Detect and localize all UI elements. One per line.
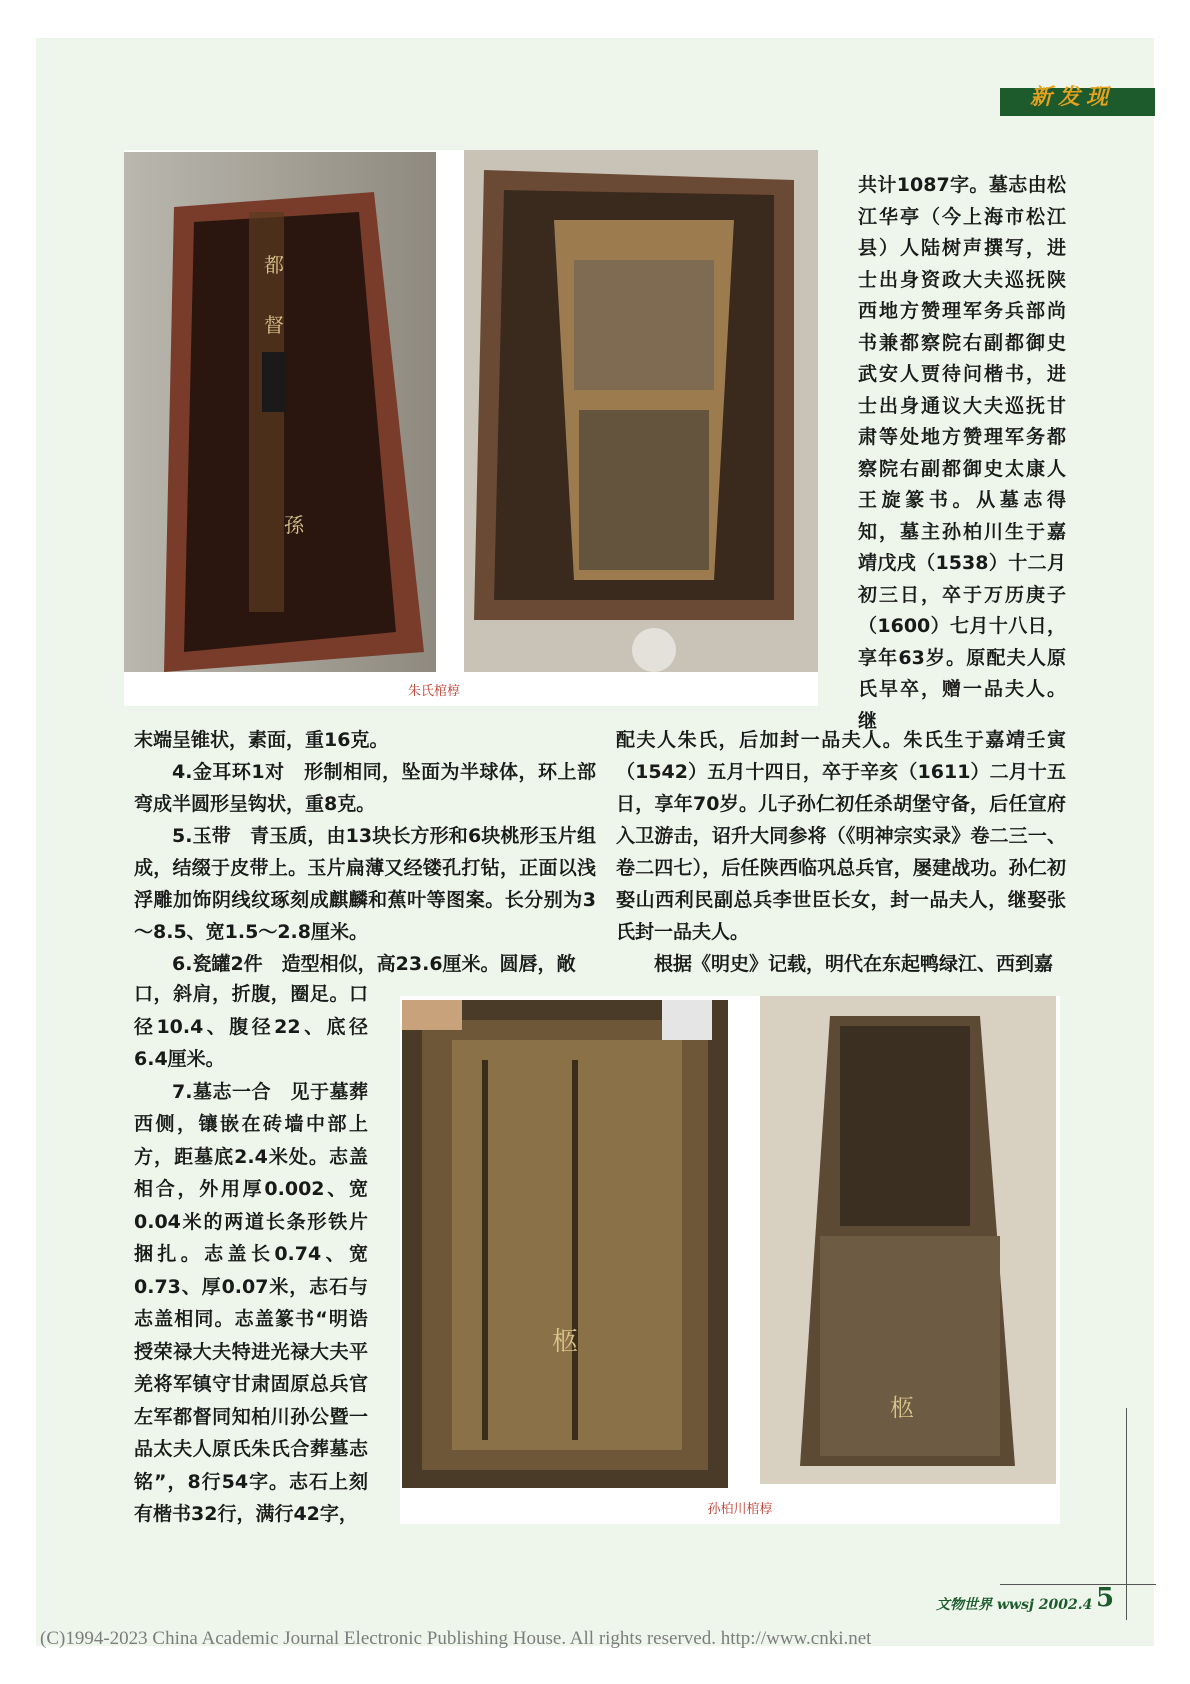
footer-vertical-rule [1126, 1408, 1127, 1620]
bottom-photo-block [400, 996, 1060, 1524]
paragraph: 6.瓷罐2件 造型相似，高23.6厘米。圆唇，敞 [172, 953, 576, 975]
article-left-column-bottom [134, 978, 368, 1531]
page-number: 5 [1096, 1583, 1115, 1613]
section-title: 新发现 [1030, 84, 1115, 110]
paragraph: 4.金耳环1对 形制相同，坠面为半球体，环上部弯成半圆形呈钩状，重8克。 [134, 761, 596, 815]
copyright-notice: (C)1994-2023 China Academic Journal Electronic Publishing House. All rights reserved. http://www.cnki.net [40, 1628, 872, 1649]
coffin-lid-photo [760, 996, 1056, 1484]
journal-name: 文物世界 wwsj 2002.4 [936, 1597, 1093, 1613]
footer-horizontal-rule [1000, 1584, 1156, 1585]
svg-text:孫: 孫 [284, 513, 304, 537]
paragraph: 5.玉带 青玉质，由13块长方形和6块桃形玉片组成，结缀于皮带上。玉片扁薄又经镂孔打钻，正面以浅浮雕加饰阴线纹琢刻成麒麟和蕉叶等图案。长分别为3～8.5、宽1.5～2.8厘米。 [134, 825, 596, 943]
top-photo-caption: 朱氏棺椁 [407, 684, 460, 699]
article-left-column-mid [134, 724, 596, 980]
bottom-photo-caption: 孙柏川棺椁 [707, 1502, 773, 1517]
article-right-column-top [858, 170, 1066, 737]
coffin-photo-right [464, 150, 818, 672]
svg-text:都: 都 [264, 253, 284, 277]
paragraph: 7.墓志一合 见于墓葬西侧，镶嵌在砖墙中部上方，距墓底2.4米处。志盖相合，外用厚0.002、宽0.04米的两道长条形铁片捆扎。志盖长0.74、宽0.73、厚0.07米，志石与志盖相同。志盖篆书“明诰授荣禄大夫特进光禄大夫平羌将军镇守甘肃固原总兵官左军都督同知柏川孙公暨一品太夫人原氏朱氏合葬墓志铭”，8行54字。志石上刻有楷书32行，满行42字， [134, 1080, 368, 1525]
paragraph: 共计1087字。墓志由松江华亭（今上海市松江县）人陆树声撰写，进士出身资政大夫巡抚陕西地方赞理军务兵部尚书兼都察院右副都御史武安人贾待问楷书，进士出身通议大夫巡抚甘肃等处地方赞理军务都察院右副都御史太康人王旋篆书。从墓志得知，墓主孙柏川生于嘉靖戊戌（1538）十二月初三日，卒于万历庚子（1600）七月十八日，享年63岁。原配夫人原氏早卒，赠一品夫人。继 [858, 174, 1066, 732]
paragraph: 末端呈锥状，素面，重16克。 [134, 729, 389, 751]
article-right-column-mid [616, 724, 1066, 980]
svg-text:督: 督 [264, 313, 284, 337]
coffin-photo-open [402, 1000, 728, 1488]
svg-text:柩: 柩 [890, 1394, 914, 1422]
paragraph: 配夫人朱氏，后加封一品夫人。朱氏生于嘉靖壬寅（1542）五月十四日，卒于辛亥（1611）二月十五日，享年70岁。儿子孙仁初任杀胡堡守备，后任宣府入卫游击，诏升大同参将（《明神宗实录》卷二三一、卷二四七），后任陕西临巩总兵官，屡建战功。孙仁初娶山西利民副总兵李世臣长女，封一品夫人，继娶张氏封一品夫人。 [616, 729, 1066, 943]
coffin-photo-left [124, 152, 436, 672]
top-photo-block [124, 150, 818, 706]
svg-text:柩: 柩 [552, 1327, 579, 1357]
paragraph: 根据《明史》记载，明代在东起鸭绿江、西到嘉 [654, 953, 1054, 975]
paragraph: 口，斜肩，折腹，圈足。口径10.4、腹径22、底径6.4厘米。 [134, 983, 368, 1070]
